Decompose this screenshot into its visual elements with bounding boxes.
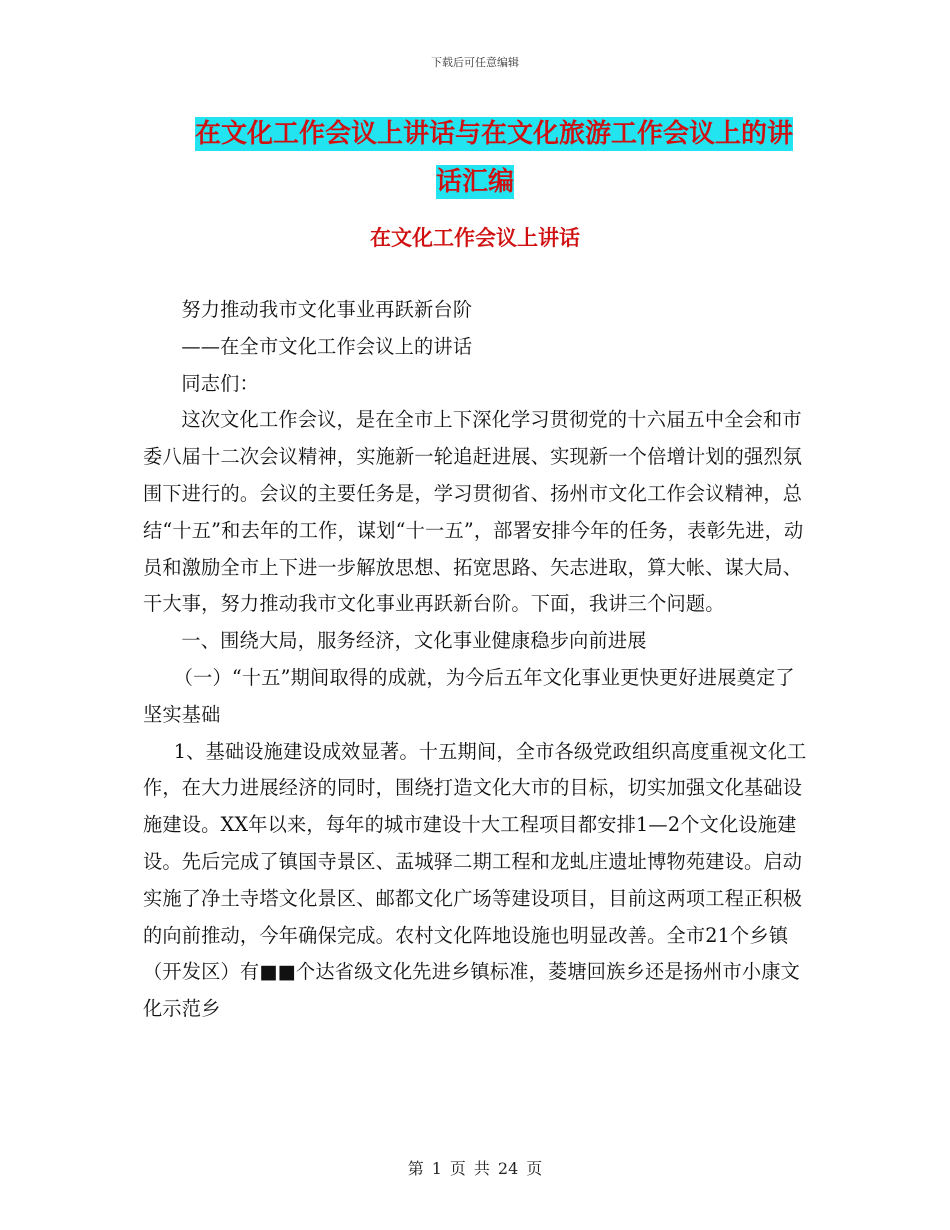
page-header-note: 下载后可任意编辑: [431, 56, 519, 69]
subheading-achievements: （一）“十五”期间取得的成就，为今后五年文化事业更快更好进展奠定了坚实基础: [143, 665, 795, 726]
footer-total-label: 共: [473, 1159, 490, 1178]
speech-title: 努力推动我市文化事业再跃新台阶: [181, 298, 473, 321]
paragraph-infrastructure: 1、基础设施建设成效显著。十五期间，全市各级党政组织高度重视文化工作，在大力进展经济的同时，围绕打造文化大市的目标，切实加强文化基础设施建设。XX年以来，每年的城市建设十大工程项目都安排1—2个文化设施建设。先后完成了镇国寺景区、盂城驿二期工程和龙虬庄遗址博物苑建设。启动实施了净土寺塔文化景区、邮都文化广场等建设项目，目前这两项工程正积极的向前推动，今年确保完成。农村文化阵地设施也明显改善。全市21个乡镇（开发区）有■■个达省级文化先进乡镇标准，菱塘回族乡还是扬州市小康文化示范乡: [143, 739, 807, 1021]
footer-prefix: 第: [407, 1159, 424, 1178]
footer-page-label: 页: [449, 1159, 466, 1178]
document-title: [140, 110, 810, 206]
footer-page-number: 1: [431, 1159, 442, 1178]
speech-subtitle: ——在全市文化工作会议上的讲话: [181, 334, 473, 358]
footer-suffix: 页: [526, 1159, 543, 1178]
footer-total-pages: 24: [497, 1159, 519, 1178]
document-body: [143, 292, 808, 1028]
document-title-line-1: 在文化工作会议上讲话与在文化旅游工作会议上的讲: [195, 119, 794, 149]
section-title: 在文化工作会议上讲话: [370, 226, 580, 250]
salutation: 同志们：: [181, 371, 259, 395]
heading-part-one: 一、围绕大局，服务经济，文化事业健康稳步向前进展: [181, 629, 647, 653]
page-footer: [0, 1156, 950, 1179]
document-title-line-2: 话汇编: [435, 167, 514, 197]
paragraph-intro: 这次文化工作会议，是在全市上下深化学习贯彻党的十六届五中全会和市委八届十二次会议精神，实施新一轮追赶进展、实现新一个倍增计划的强烈氛围下进行的。会议的主要任务是，学习贯彻省、扬州市文化工作会议精神，总结“十五”和去年的工作，谋划“十一五”，部署安排今年的任务，表彰先进，动员和激励全市上下进一步解放思想、拓宽思路、矢志进取，算大帐、谋大局、干大事，努力推动我市文化事业再跃新台阶。下面，我讲三个问题。: [143, 408, 804, 616]
